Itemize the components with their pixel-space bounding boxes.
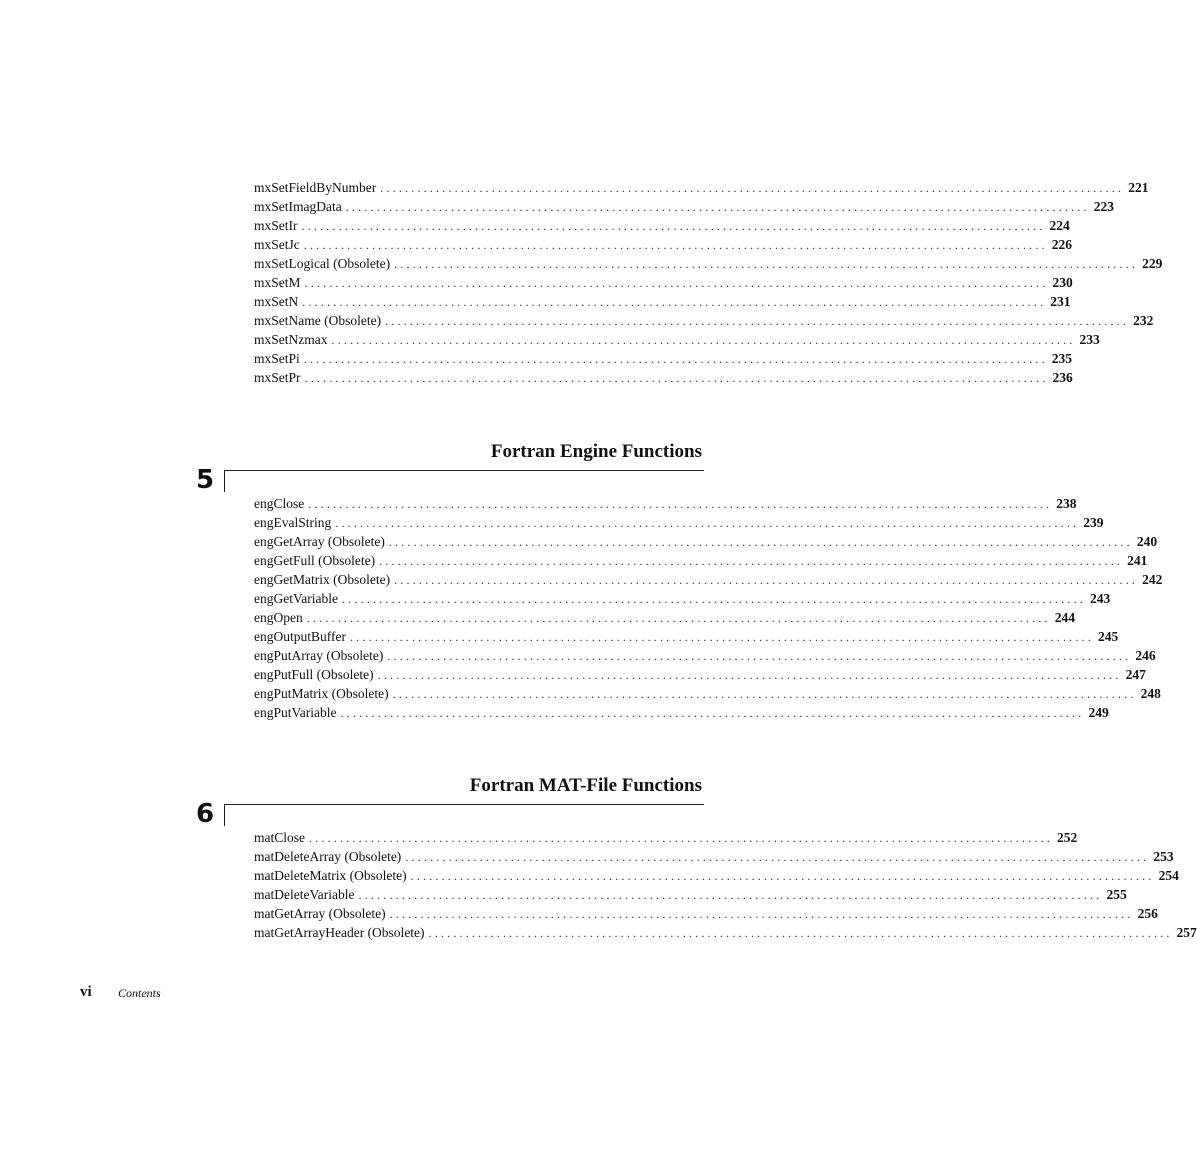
toc-entry-title[interactable]: mxSetIr bbox=[254, 218, 298, 233]
toc-entry[interactable] bbox=[254, 273, 1073, 292]
dot-leader: ........................................................................................................................ bbox=[304, 276, 1049, 290]
toc-entry-page-number[interactable]: 247 bbox=[1125, 667, 1146, 682]
toc-entry-page-number[interactable]: 253 bbox=[1153, 849, 1174, 864]
toc-entry-title[interactable]: mxSetName (Obsolete) bbox=[254, 313, 382, 328]
toc-entry-title[interactable]: matGetArray (Obsolete) bbox=[254, 906, 386, 921]
toc-entry-title[interactable]: mxSetPi bbox=[254, 351, 300, 366]
toc-entry-page-number[interactable]: 233 bbox=[1079, 332, 1100, 347]
toc-entry[interactable] bbox=[254, 847, 1174, 866]
toc-entry-title[interactable]: engClose bbox=[254, 496, 305, 511]
toc-entry-page-number[interactable]: 230 bbox=[1052, 275, 1073, 290]
toc-entry-page-number[interactable]: 240 bbox=[1136, 534, 1158, 549]
toc-entry-title[interactable]: engEvalString bbox=[254, 515, 332, 530]
toc-entry-page-number[interactable]: 236 bbox=[1052, 370, 1073, 385]
toc-entry[interactable] bbox=[254, 828, 1078, 847]
toc-entry-title[interactable]: engPutArray (Obsolete) bbox=[254, 648, 384, 663]
toc-entry-page-number[interactable]: 226 bbox=[1051, 237, 1072, 252]
footer-page-number: vi bbox=[80, 984, 92, 1000]
toc-entry-title[interactable]: engPutFull (Obsolete) bbox=[254, 667, 374, 682]
toc-entry-page-number[interactable]: 252 bbox=[1057, 830, 1078, 845]
toc-entry[interactable] bbox=[254, 904, 1158, 923]
toc-entry-page-number[interactable]: 256 bbox=[1137, 906, 1158, 921]
toc-entry-page-number[interactable]: 244 bbox=[1054, 610, 1075, 625]
toc-entry[interactable] bbox=[254, 178, 1149, 197]
dot-leader: ........................................................................................................................ bbox=[308, 497, 1053, 511]
dot-leader: ........................................................................................................................ bbox=[379, 554, 1124, 568]
toc-entry[interactable] bbox=[254, 646, 1156, 665]
toc-entry-page-number[interactable]: 249 bbox=[1088, 705, 1109, 720]
toc-entry[interactable] bbox=[254, 551, 1148, 570]
toc-entry[interactable] bbox=[254, 216, 1070, 235]
dot-leader: ........................................................................................................................ bbox=[380, 181, 1125, 195]
chapter-5-rule bbox=[224, 470, 704, 471]
toc-entry[interactable] bbox=[254, 532, 1158, 551]
dot-leader: ........................................................................................................................ bbox=[304, 371, 1049, 385]
dot-leader: ........................................................................................................................ bbox=[394, 257, 1139, 271]
toc-entry[interactable] bbox=[254, 885, 1127, 904]
toc-entry-page-number[interactable]: 242 bbox=[1142, 572, 1163, 587]
toc-entry-page-number[interactable]: 257 bbox=[1176, 925, 1197, 940]
toc-entry-page-number[interactable]: 243 bbox=[1089, 591, 1111, 606]
toc-entry-title[interactable]: matGetArrayHeader (Obsolete) bbox=[254, 925, 425, 940]
toc-entry[interactable] bbox=[254, 330, 1100, 349]
toc-entry-title[interactable]: engGetMatrix (Obsolete) bbox=[254, 572, 391, 587]
dot-leader: ........................................................................................................................ bbox=[358, 888, 1103, 902]
dot-leader: ........................................................................................................................ bbox=[349, 630, 1094, 644]
toc-entry[interactable] bbox=[254, 311, 1154, 330]
toc-entry-title[interactable]: mxSetImagData bbox=[254, 199, 342, 214]
toc-list-chapter-6 bbox=[254, 828, 1197, 942]
toc-entry[interactable] bbox=[254, 665, 1146, 684]
chapter-6-tick bbox=[224, 804, 225, 826]
toc-entry[interactable] bbox=[254, 254, 1163, 273]
dot-leader: ........................................................................................................................ bbox=[377, 668, 1122, 682]
toc-entry-page-number[interactable]: 221 bbox=[1128, 180, 1149, 195]
toc-entry-title[interactable]: engPutVariable bbox=[254, 705, 337, 720]
toc-entry[interactable] bbox=[254, 197, 1114, 216]
dot-leader: ........................................................................................................................ bbox=[335, 516, 1080, 530]
dot-leader: ........................................................................................................................ bbox=[345, 200, 1090, 214]
toc-entry-title[interactable]: engGetFull (Obsolete) bbox=[254, 553, 376, 568]
toc-entry[interactable] bbox=[254, 608, 1075, 627]
toc-entry-title[interactable]: mxSetJc bbox=[254, 237, 300, 252]
dot-leader: ........................................................................................................................ bbox=[309, 831, 1053, 845]
toc-entry-page-number[interactable]: 232 bbox=[1133, 313, 1154, 328]
toc-entry-title[interactable]: engPutMatrix (Obsolete) bbox=[254, 686, 389, 701]
dot-leader: ........................................................................................................................ bbox=[428, 926, 1173, 940]
dot-leader: ........................................................................................................................ bbox=[385, 314, 1130, 328]
toc-entry-title[interactable]: engGetVariable bbox=[254, 591, 338, 606]
toc-entry-page-number[interactable]: 231 bbox=[1050, 294, 1071, 309]
chapter-5-number: 5 bbox=[196, 465, 215, 495]
dot-leader: ........................................................................................................................ bbox=[389, 907, 1134, 921]
toc-entry-title[interactable]: matDeleteArray (Obsolete) bbox=[254, 849, 402, 864]
dot-leader: ........................................................................................................................ bbox=[341, 592, 1086, 606]
dot-leader: ........................................................................................................................ bbox=[302, 295, 1047, 309]
toc-entry[interactable] bbox=[254, 589, 1111, 608]
toc-entry-title[interactable]: mxSetM bbox=[254, 275, 301, 290]
toc-entry-page-number[interactable]: 248 bbox=[1140, 686, 1161, 701]
toc-entry[interactable] bbox=[254, 570, 1163, 589]
toc-list-chapter-5 bbox=[254, 494, 1163, 722]
dot-leader: ........................................................................................................................ bbox=[301, 219, 1046, 233]
toc-entry-page-number[interactable]: 255 bbox=[1106, 887, 1127, 902]
toc-entry-page-number[interactable]: 238 bbox=[1056, 496, 1077, 511]
toc-entry-title[interactable]: mxSetLogical (Obsolete) bbox=[254, 256, 391, 271]
toc-entry-page-number[interactable]: 239 bbox=[1083, 515, 1104, 530]
toc-entry-page-number[interactable]: 254 bbox=[1158, 868, 1179, 883]
toc-entry-page-number[interactable]: 223 bbox=[1093, 199, 1114, 214]
dot-leader: ........................................................................................................................ bbox=[303, 238, 1048, 252]
dot-leader: ........................................................................................................................ bbox=[410, 869, 1155, 883]
dot-leader: ........................................................................................................................ bbox=[388, 535, 1133, 549]
toc-entry-page-number[interactable]: 245 bbox=[1097, 629, 1119, 644]
toc-entry-title[interactable]: mxSetPr bbox=[254, 370, 301, 385]
toc-entry-title[interactable]: engOutputBuffer bbox=[254, 629, 346, 644]
chapter-5-title[interactable]: Fortran Engine Functions bbox=[490, 441, 702, 462]
toc-entry-page-number[interactable]: 246 bbox=[1135, 648, 1156, 663]
toc-entry-title[interactable]: mxSetNzmax bbox=[254, 332, 328, 347]
chapter-6-number: 6 bbox=[196, 799, 215, 829]
toc-entry[interactable] bbox=[254, 703, 1109, 722]
toc-entry-title[interactable]: matDeleteMatrix (Obsolete) bbox=[254, 868, 407, 883]
toc-entry-page-number[interactable]: 224 bbox=[1049, 218, 1070, 233]
toc-list-mx-functions bbox=[254, 178, 1163, 387]
toc-entry[interactable] bbox=[254, 684, 1161, 703]
toc-entry[interactable] bbox=[254, 513, 1104, 532]
toc-entry-title[interactable]: matClose bbox=[254, 830, 305, 845]
dot-leader: ........................................................................................................................ bbox=[303, 352, 1048, 366]
toc-entry[interactable] bbox=[254, 494, 1077, 513]
toc-entry[interactable] bbox=[254, 349, 1073, 368]
toc-entry[interactable] bbox=[254, 866, 1179, 885]
toc-entry-title[interactable]: engOpen bbox=[254, 610, 303, 625]
dot-leader: ........................................................................................................................ bbox=[331, 333, 1076, 347]
toc-entry[interactable] bbox=[254, 235, 1072, 254]
toc-entry-title[interactable]: engGetArray (Obsolete) bbox=[254, 534, 385, 549]
toc-entry[interactable] bbox=[254, 923, 1197, 942]
dot-leader: ........................................................................................................................ bbox=[392, 687, 1137, 701]
toc-entry-title[interactable]: matDeleteVariable bbox=[254, 887, 355, 902]
toc-entry-page-number[interactable]: 241 bbox=[1127, 553, 1148, 568]
chapter-6-rule bbox=[224, 804, 704, 805]
toc-entry[interactable] bbox=[254, 627, 1119, 646]
toc-entry-title[interactable]: mxSetFieldByNumber bbox=[254, 180, 377, 195]
footer-label: Contents bbox=[118, 986, 161, 1000]
dot-leader: ........................................................................................................................ bbox=[387, 649, 1132, 663]
dot-leader: ........................................................................................................................ bbox=[405, 850, 1150, 864]
dot-leader: ........................................................................................................................ bbox=[340, 706, 1085, 720]
chapter-6-title[interactable]: Fortran MAT-File Functions bbox=[469, 775, 702, 796]
toc-entry-title[interactable]: mxSetN bbox=[254, 294, 299, 309]
toc-entry-page-number[interactable]: 235 bbox=[1051, 351, 1073, 366]
toc-entry-page-number[interactable]: 229 bbox=[1142, 256, 1163, 271]
chapter-5-tick bbox=[224, 470, 225, 492]
toc-entry[interactable] bbox=[254, 368, 1073, 387]
toc-entry[interactable] bbox=[254, 292, 1071, 311]
dot-leader: ........................................................................................................................ bbox=[394, 573, 1139, 587]
dot-leader: ........................................................................................................................ bbox=[306, 611, 1051, 625]
